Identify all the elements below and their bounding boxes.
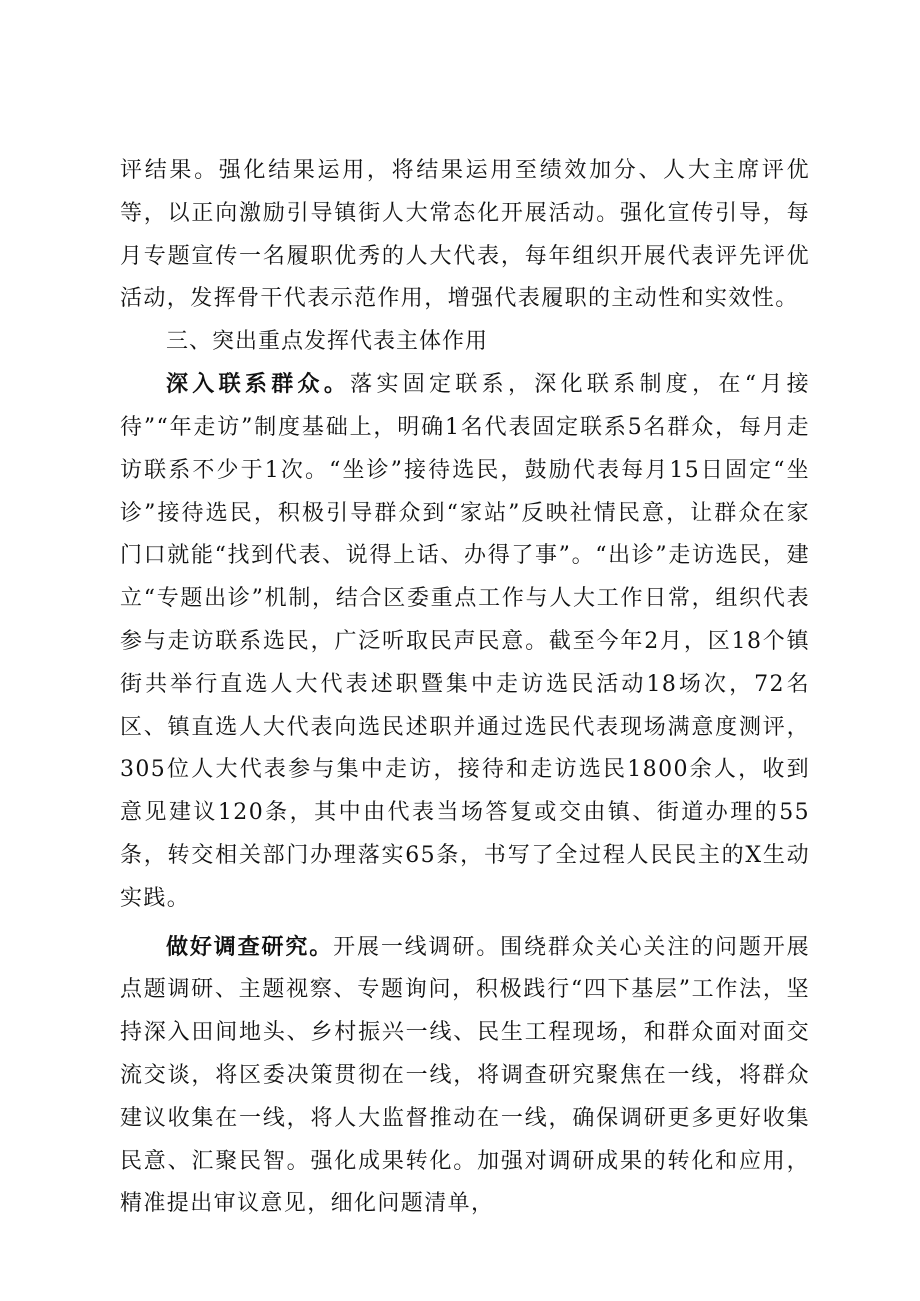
- paragraph-body-contact-masses: 落实固定联系，深化联系制度，在“月接待”“年走访”制度基础上，明确1名代表固定联系5名群众，每月走访联系不少于1次。“坐诊”接待选民，鼓励代表每月15日固定“坐诊”接待选民，积极引导群众到“家站”反映社情民意，让群众在家门口就能“找到代表、说得上话、办得了事”。“出诊”走访选民，建立“专题出诊”机制，结合区委重点工作与人大工作日常，组织代表参与走访联系选民，广泛听取民声民意。截至今年2月，区18个镇街共举行直选人大代表述职暨集中走访选民活动18场次，72名区、镇直选人大代表向选民述职并通过选民代表现场满意度测评，305位人大代表参与集中走访，接待和走访选民1800余人，收到意见建议120条，其中由代表当场答复或交由镇、街道办理的55条，转交相关部门办理落实65条，书写了全过程人民民主的X生动实践。: [120, 372, 810, 911]
- paragraph-lead-contact-masses: 深入联系群众。: [166, 371, 351, 398]
- paragraph-body-research: 开展一线调研。围绕群众关心关注的问题开展点题调研、主题视察、专题询问，积极践行“四下基层”工作法，坚持深入田间地头、乡村振兴一线、民生工程现场，和群众面对面交流交谈，将区委决策贯彻在一线，将调查研究聚焦在一线，将群众建议收集在一线，将人大监督推动在一线，确保调研更多更好收集民意、汇聚民智。强化成果转化。加强对调研成果的转化和应用，精准提出审议意见，细化问题清单，: [120, 934, 810, 1217]
- paragraph-contact-masses: [120, 363, 810, 920]
- paragraph-research: [120, 926, 810, 1227]
- section-heading-3: 三、突出重点发挥代表主体作用: [166, 329, 489, 355]
- paragraph-lead-research: 做好调查研究。: [166, 933, 334, 960]
- paragraph-results-and-publicity: 评结果。强化结果运用，将结果运用至绩效加分、人大主席评优等，以正向激励引导镇街人大常态化开展活动。强化宣传引导，每月专题宣传一名履职优秀的人大代表，每年组织开展代表评先评优活动，发挥骨干代表示范作用，增强代表履职的主动性和实效性。: [120, 158, 810, 312]
- document-page: [120, 150, 810, 1226]
